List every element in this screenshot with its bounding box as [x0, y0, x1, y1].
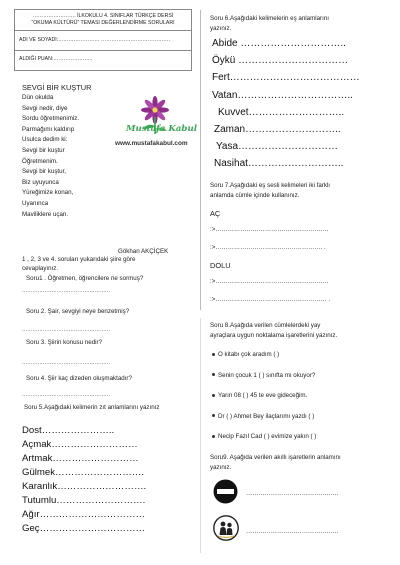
name-field[interactable]: ADI VE SOYADI:…………………… ………………………………….: [19, 37, 170, 43]
question-6-line2: yazınız.: [210, 25, 232, 32]
pedestrians-sign-icon: [213, 515, 239, 541]
antonym-word-row[interactable]: Geç……………………………: [22, 523, 146, 534]
bullet-icon: [212, 435, 215, 438]
poem-line: Sevgi bir kuştur,: [22, 168, 67, 176]
word-dolu: DOLU: [210, 261, 231, 270]
question-6-line1: Soru 6.Aşağıdaki kelimelerin eş anlamlarını: [210, 15, 329, 22]
poem-line: Sevgi nedir, diye: [22, 104, 68, 112]
header-title-line2: “OKUMA KÜLTÜRÜ” TEMASI DEĞERLENDİRME SORULARI: [31, 20, 175, 26]
ac-sentence-1[interactable]: :>……………………………………………….: [210, 226, 329, 233]
poem-line: Usulca dedim ki:: [22, 136, 68, 144]
answer-4-line[interactable]: ……………………………………………: [22, 392, 111, 398]
bullet-icon: [212, 353, 215, 356]
synonym-word-row[interactable]: Yasa…………………………: [216, 141, 339, 153]
question-8-line2: ayraçlara uygun noktalama işaretlerini yazınız.: [210, 332, 338, 339]
punctuation-item-text: Necip Fazıl Cad ( ) evimize yakın ( ): [218, 433, 317, 440]
antonym-word-row[interactable]: Karanlık……………………….: [22, 481, 147, 492]
poem-line: Öğretmenim.: [22, 157, 58, 165]
question-9-line1: Soru9. Aşağıda verilen akıllı işaretlerin anlamını: [210, 454, 341, 461]
punctuation-item-text: O kitabı çok aradım ( ): [218, 351, 280, 358]
poem-title: SEVGİ BİR KUŞTUR: [22, 83, 92, 92]
logo-url[interactable]: www.mustafakabul.com: [115, 140, 188, 147]
question-1: Soru1 . Öğretmen, öğrencilere ne sormuş?: [26, 275, 144, 282]
question-3: Soru 3. Şiirin konusu nedir?: [26, 339, 103, 346]
question-8-line1: Soru 8.Aşağıda verilen cümlelerdeki yay: [210, 322, 321, 329]
dolu-sentence-2[interactable]: :>……………………………………………… .: [210, 296, 331, 303]
bullet-icon: [212, 414, 215, 417]
poem-line: Sordu öğretmenimiz.: [22, 115, 80, 123]
punctuation-item[interactable]: [212, 433, 316, 440]
question-4: Soru 4. Şiir kaç dizeden oluşmaktadır?: [26, 375, 132, 382]
synonym-word-row[interactable]: Abide …………………………..: [212, 38, 346, 49]
column-divider: [200, 10, 201, 310]
header-title-line1: ……………………. İLKOKULU 4. SINIFLAR TÜRKÇE DERSİ: [32, 13, 174, 19]
score-field[interactable]: ALDIĞI PUAN:…………………..: [19, 56, 93, 62]
question-7-line2: anlamda cümle içinde kullanınız.: [210, 192, 300, 199]
punctuation-item-text: Senin çocuk 1 ( ) sınıfta mı okuyor?: [218, 371, 316, 379]
punctuation-item[interactable]: [212, 392, 307, 399]
dolu-sentence-1[interactable]: :>……………………………………………….: [210, 278, 329, 285]
question-9-line2: yazınız.: [210, 464, 232, 471]
intro-line1: 1 , 2, 3 ve 4. soruları yukarıdaki şiire göre: [22, 256, 136, 263]
poem-line: Biz uyuyunca: [22, 178, 59, 186]
synonym-word-row[interactable]: Öykü ……………………………: [212, 55, 349, 67]
synonym-word-row[interactable]: Kuvvet………………………..: [218, 106, 345, 118]
synonym-word-row[interactable]: Vatan……………………………..: [212, 89, 353, 101]
answer-3-line[interactable]: ……………………………………………: [22, 360, 111, 366]
flower-logo-icon: [130, 96, 180, 144]
antonym-word-row[interactable]: Gülmek……………………….: [22, 467, 145, 478]
antonym-word-row[interactable]: Dost…………………..: [22, 425, 115, 436]
logo-brand-text: Mustafa Kabul: [126, 124, 197, 134]
antonym-word-row[interactable]: Ağır……………………………: [22, 509, 146, 520]
antonym-word-row[interactable]: Açmak………………………: [22, 439, 138, 450]
answer-1-line[interactable]: ……………………………………………: [22, 288, 111, 294]
punctuation-item[interactable]: [212, 413, 314, 420]
synonym-word-row[interactable]: Fert…………………………………: [212, 72, 360, 84]
punctuation-item-text: Dr ( ) Ahmet Bey ilaçlarımı yazdı ( ): [218, 412, 315, 420]
antonym-word-row[interactable]: Tutumlu……………………….: [22, 495, 146, 506]
bullet-icon: [212, 394, 215, 397]
antonym-word-row[interactable]: Artmak………………………: [22, 453, 139, 464]
poem-line: Dün okulda: [22, 94, 54, 101]
column-divider-lower: [200, 318, 201, 553]
punctuation-item[interactable]: [212, 372, 315, 379]
sign-1-answer[interactable]: ………………………………………: [246, 490, 339, 497]
answer-2-line[interactable]: ……………………………………………: [22, 327, 111, 333]
word-ac: AÇ: [210, 209, 221, 218]
question-5: Soru 5.Aşağıdaki kelimerin zıt anlamlarını yazınız: [24, 404, 160, 411]
intro-line2: cevaplayınız.: [22, 265, 59, 272]
synonym-word-row[interactable]: Nasihat………………………..: [214, 158, 344, 170]
poem-line: Sevgi bir kuştur: [22, 147, 65, 154]
poem-line: Uyanınca: [22, 200, 49, 207]
bullet-icon: [212, 373, 215, 376]
poem-author: Gökhan AKÇİÇEK: [118, 248, 169, 255]
ac-sentence-2[interactable]: :>……………………………………………. .: [210, 244, 326, 251]
poem-line: Parmağımı kaldırıp: [22, 125, 75, 133]
no-entry-sign-icon: [213, 479, 238, 504]
header-box: [14, 9, 192, 71]
sign-2-answer[interactable]: ………………………………………: [246, 528, 339, 535]
punctuation-item[interactable]: [212, 351, 279, 358]
question-7-line1: Soru 7.Aşağıdaki eş sesli kelimeleri iki farklı: [210, 182, 331, 189]
poem-line: Yüreğimize konan,: [22, 189, 74, 197]
punctuation-item-text: Yarın 08 ( ) 45 te eve gideceğim.: [218, 392, 308, 399]
poem-line: Maviliklere uçan.: [22, 210, 69, 218]
question-2: Soru 2. Şair, sevgiyi neye benzetmiş?: [26, 308, 130, 315]
synonym-word-row[interactable]: Zaman………………………..: [214, 124, 341, 135]
